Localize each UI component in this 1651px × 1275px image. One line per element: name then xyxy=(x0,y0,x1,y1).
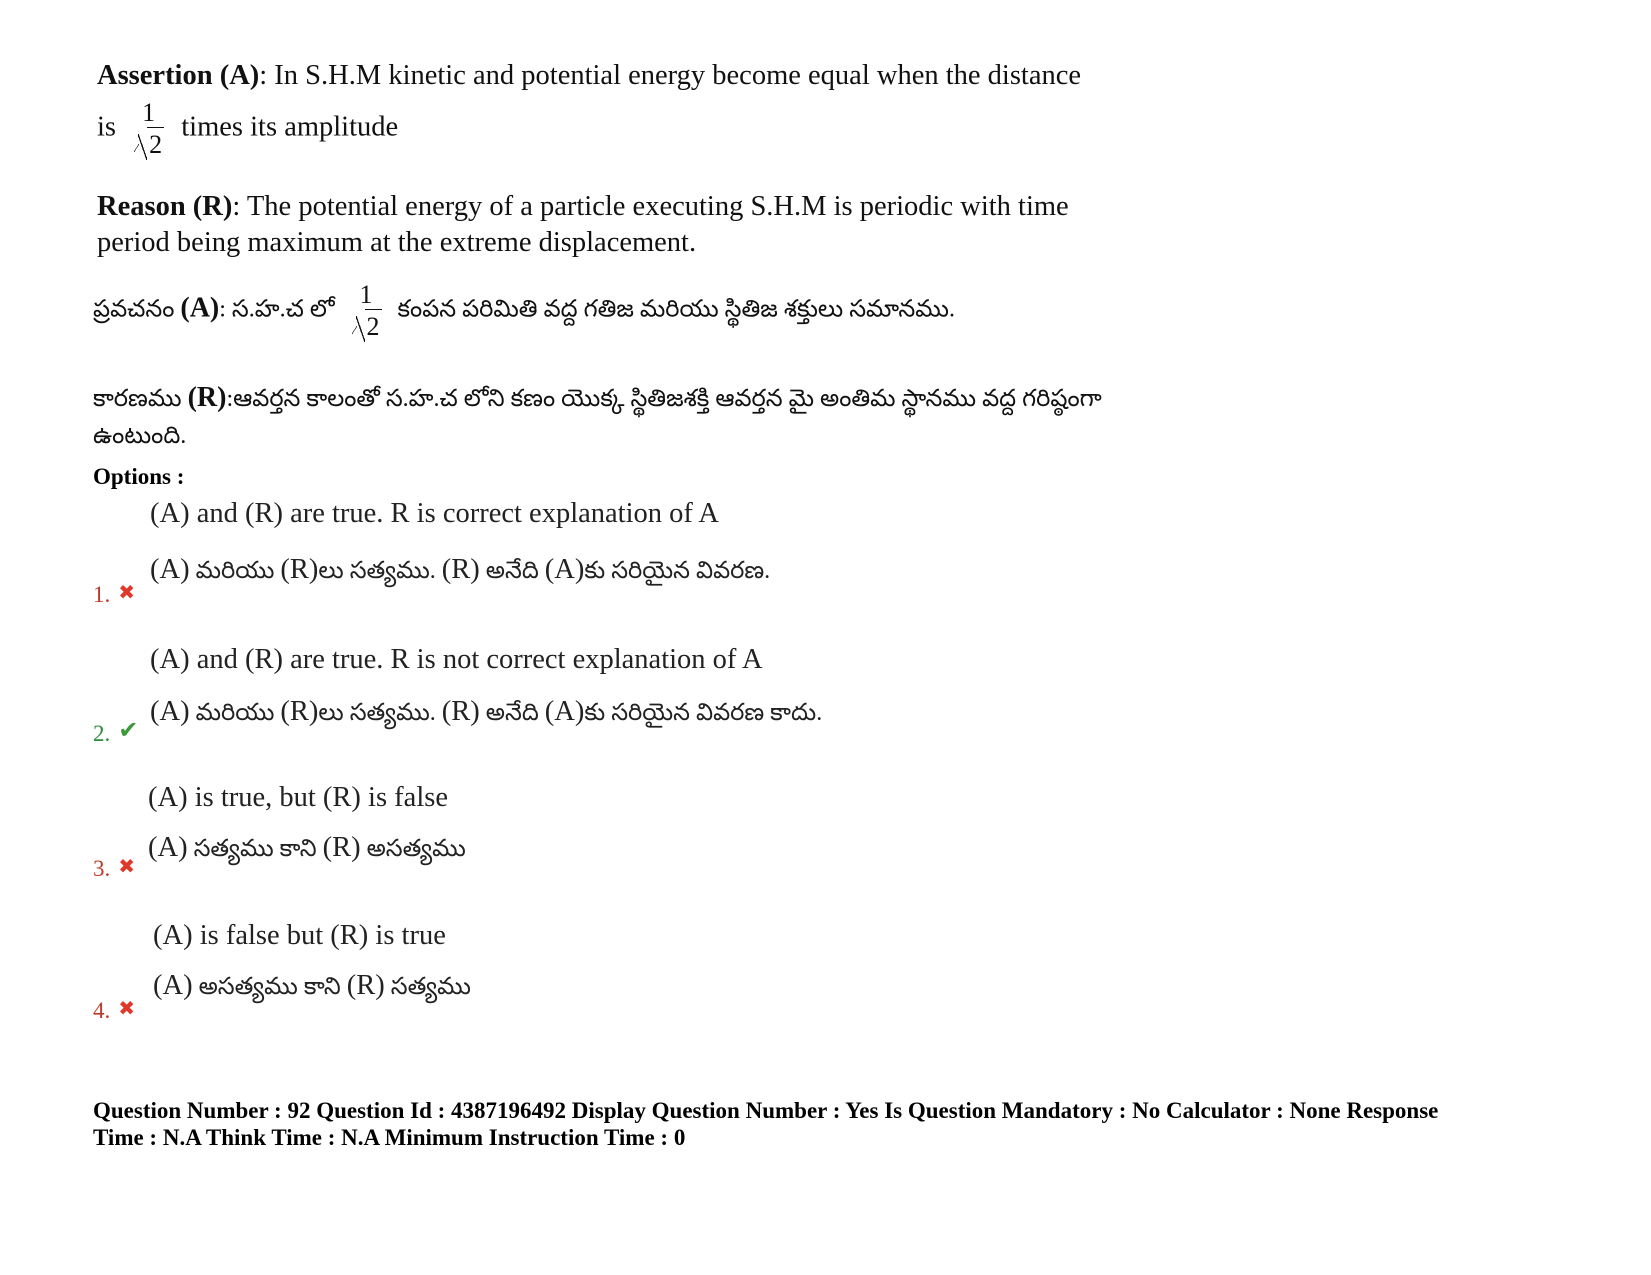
assertion-text-2-pre: is xyxy=(97,111,117,143)
fraction-te-denominator: 2 xyxy=(365,309,382,341)
assertion-text-1: : In S.H.M kinetic and potential energy become equal when the distance xyxy=(259,60,1082,91)
cross-icon: ✖ xyxy=(118,998,136,1020)
fraction-te-numerator: 1 xyxy=(359,280,373,309)
reason-te-text-1: :ఆవర్తన కాలంతో స.హ.చ లోని కణం యొక్క స్థితిజశక్తి ఆవర్తన మై అంతిమ స్థానము వద్ద గరిష్ఠంగా xyxy=(226,386,1102,412)
options-label: Options : xyxy=(93,464,185,489)
reason-line-1 xyxy=(97,191,1069,223)
option-1-te: (A) మరియు (R)లు సత్యము. (R) అనేది (A)కు సరియైన వివరణ. xyxy=(150,554,771,585)
sqrt-symbol xyxy=(133,132,164,158)
cross-icon: ✖ xyxy=(118,582,136,604)
cross-icon: ✖ xyxy=(118,856,136,878)
reason-text-1: : The potential energy of a particle executing S.H.M is periodic with time xyxy=(232,191,1069,222)
fraction-te xyxy=(351,282,382,340)
question-meta-line-2: Time : N.A Think Time : N.A Minimum Instruction Time : 0 xyxy=(93,1125,686,1150)
reason-line-2 xyxy=(97,227,696,259)
assertion-line-2 xyxy=(97,100,398,158)
option-1-number: 1. ✖ xyxy=(93,582,136,607)
assertion-te-prefix: ప్రవచనం xyxy=(93,296,175,323)
assertion-te-line xyxy=(93,282,955,340)
reason-text-2: period being maximum at the extreme displacement. xyxy=(97,227,697,258)
check-icon: ✔ xyxy=(118,718,139,744)
option-4-te: (A) అసత్యము కాని (R) సత్యము xyxy=(153,970,471,1001)
option-3-te: (A) సత్యము కాని (R) అసత్యము xyxy=(148,832,466,863)
option-3-number: 3. ✖ xyxy=(93,856,136,881)
fraction-numerator: 1 xyxy=(142,98,156,127)
assertion-te-pre: : స.హ.చ లో xyxy=(219,296,335,323)
assertion-label: Assertion (A) xyxy=(97,60,260,91)
reason-te-line-2 xyxy=(93,422,186,455)
reason-te-line-1 xyxy=(93,382,1102,418)
assertion-te-post: కంపన పరిమితి వద్ద గతిజ మరియు స్థితిజ శక్తులు సమానము. xyxy=(397,296,955,323)
question-meta-line-1: Question Number : 92 Question Id : 4387196492 Display Question Number : Yes Is Question Mandatory : No Calculator : None Response xyxy=(93,1098,1439,1123)
reason-label: Reason (R) xyxy=(97,191,233,222)
fraction-denominator: 2 xyxy=(147,127,164,159)
option-3-en: (A) is true, but (R) is false xyxy=(148,782,448,813)
option-4-en: (A) is false but (R) is true xyxy=(153,920,446,951)
assertion-text-2-post: times its amplitude xyxy=(181,111,399,143)
option-1-en: (A) and (R) are true. R is correct explanation of A xyxy=(150,498,719,529)
sqrt-te-symbol xyxy=(351,314,382,340)
fraction-one-over-root-two xyxy=(133,100,164,158)
assertion-te-label: (A) xyxy=(180,292,220,324)
assertion-line-1 xyxy=(97,60,1081,92)
reason-te-label: (R) xyxy=(187,382,227,413)
option-2-te: (A) మరియు (R)లు సత్యము. (R) అనేది (A)కు సరియైన వివరణ కాదు. xyxy=(150,696,823,727)
reason-te-text-2: ఉంటుంది. xyxy=(93,423,187,449)
option-4-number: 4. ✖ xyxy=(93,998,136,1023)
option-2-en: (A) and (R) are true. R is not correct explanation of A xyxy=(150,644,763,675)
reason-te-prefix: కారణము xyxy=(93,386,182,412)
option-2-number: 2. ✔ xyxy=(93,718,139,746)
